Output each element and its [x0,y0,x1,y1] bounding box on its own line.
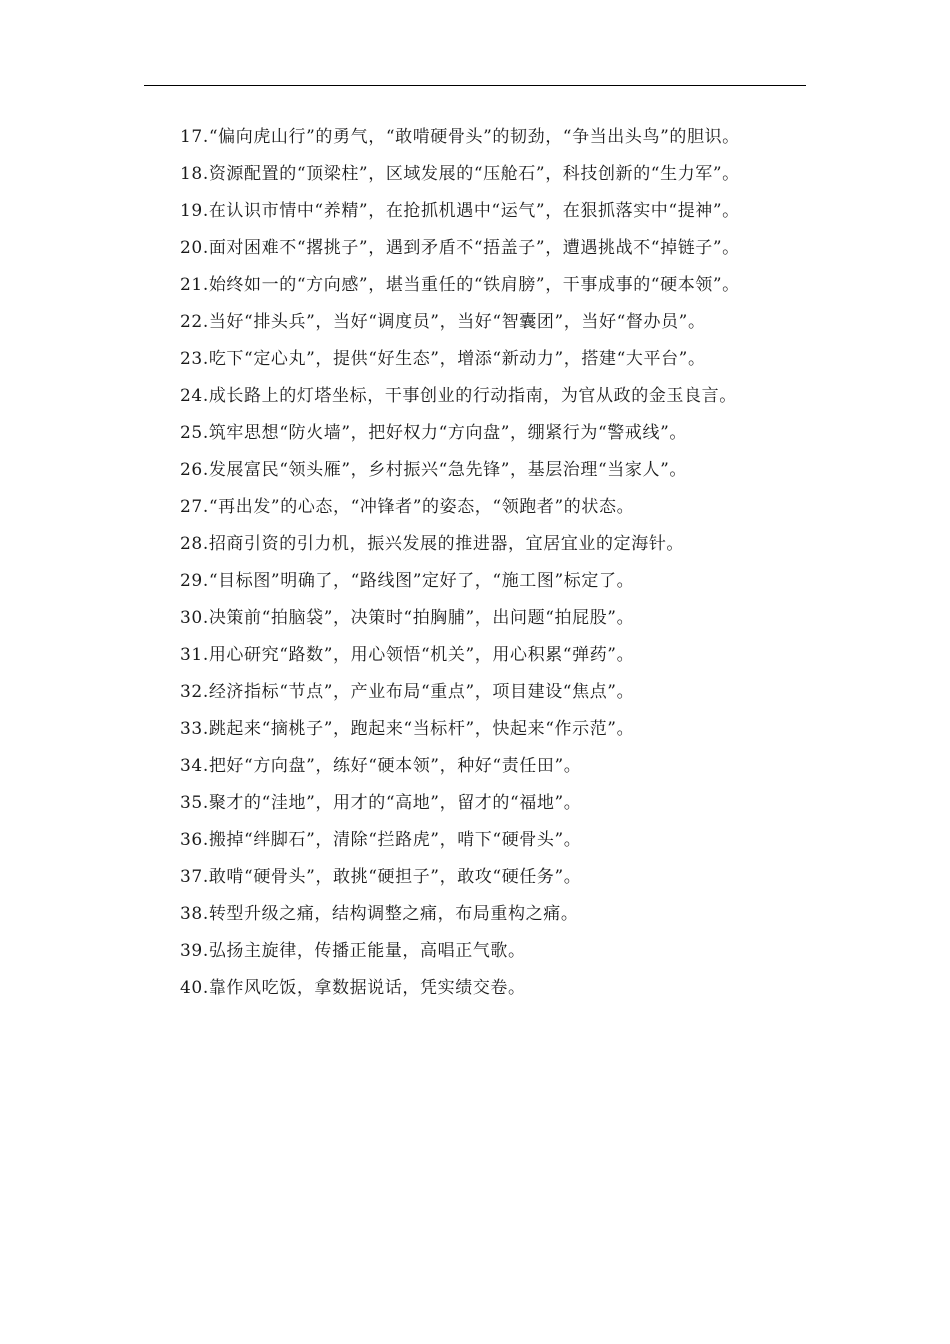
paragraph-36: 36.搬掉“绊脚石”，清除“拦路虎”，啃下“硬骨头”。 [180,830,582,850]
paragraph-17: 17.“偏向虎山行”的勇气，“敢啃硬骨头”的韧劲，“争当出头鸟”的胆识。 [180,127,740,147]
paragraph-40: 40.靠作风吃饭，拿数据说话，凭实绩交卷。 [180,978,526,998]
paragraph-39: 39.弘扬主旋律，传播正能量，高唱正气歌。 [180,941,526,961]
header-rule [144,85,806,86]
paragraph-30: 30.决策前“拍脑袋”，决策时“拍胸脯”，出问题“拍屁股”。 [180,608,635,628]
paragraph-26: 26.发展富民“领头雁”，乡村振兴“急先锋”，基层治理“当家人”。 [180,460,687,480]
paragraph-38: 38.转型升级之痛，结构调整之痛，布局重构之痛。 [180,904,579,924]
paragraph-19: 19.在认识市情中“养精”，在抢抓机遇中“运气”，在狠抓落实中“提神”。 [180,201,740,221]
paragraph-24: 24.成长路上的灯塔坐标，干事创业的行动指南，为官从政的金玉良言。 [180,386,737,406]
paragraph-32: 32.经济指标“节点”，产业布局“重点”，项目建设“焦点”。 [180,682,635,702]
paragraph-23: 23.吃下“定心丸”，提供“好生态”，增添“新动力”，搭建“大平台”。 [180,349,706,369]
paragraph-34: 34.把好“方向盘”，练好“硬本领”，种好“责任田”。 [180,756,582,776]
document-body [144,125,806,1013]
paragraph-20: 20.面对困难不“撂挑子”，遇到矛盾不“捂盖子”，遭遇挑战不“掉链子”。 [180,238,740,258]
paragraph-21: 21.始终如一的“方向感”，堪当重任的“铁肩膀”，干事成事的“硬本领”。 [180,275,740,295]
paragraph-35: 35.聚才的“洼地”，用才的“高地”，留才的“福地”。 [180,793,582,813]
paragraph-28: 28.招商引资的引力机，振兴发展的推进器，宜居宜业的定海针。 [180,534,685,554]
paragraph-25: 25.筑牢思想“防火墙”，把好权力“方向盘”，绷紧行为“警戒线”。 [180,423,687,443]
paragraph-37: 37.敢啃“硬骨头”，敢挑“硬担子”，敢攻“硬任务”。 [180,867,582,887]
paragraph-27: 27.“再出发”的心态，“冲锋者”的姿态，“领跑者”的状态。 [180,497,635,517]
paragraph-18: 18.资源配置的“顶梁柱”，区域发展的“压舱石”，科技创新的“生力军”。 [180,164,740,184]
paragraph-33: 33.跳起来“摘桃子”，跑起来“当标杆”，快起来“作示范”。 [180,719,635,739]
paragraph-22: 22.当好“排头兵”，当好“调度员”，当好“智囊团”，当好“督办员”。 [180,312,706,332]
paragraph-29: 29.“目标图”明确了，“路线图”定好了，“施工图”标定了。 [180,571,635,591]
paragraph-31: 31.用心研究“路数”，用心领悟“机关”，用心积累“弹药”。 [180,645,635,665]
